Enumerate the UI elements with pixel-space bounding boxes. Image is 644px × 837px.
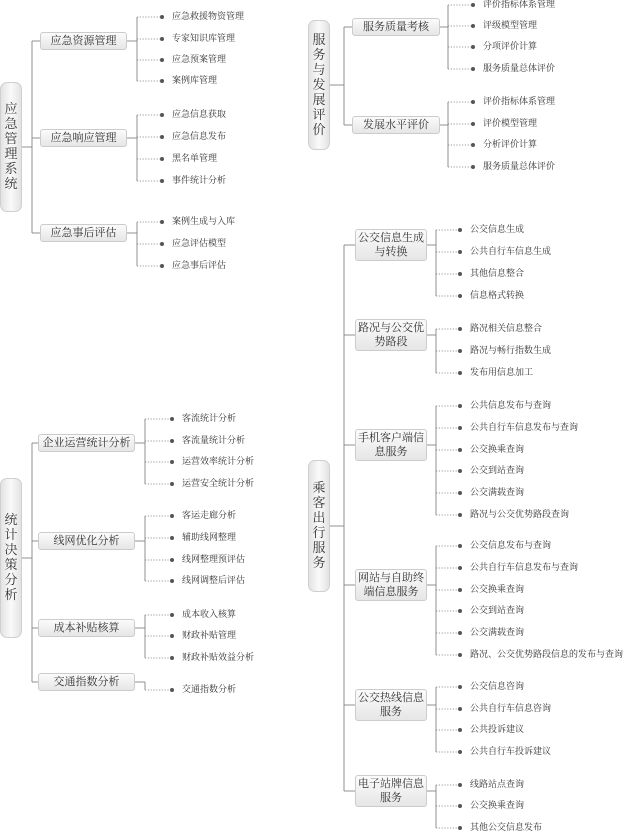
leaf-bullet: [471, 122, 475, 126]
leaf-label: 公交到站查询: [470, 606, 525, 616]
leaf-label: 公共自行车信息生成: [470, 247, 552, 257]
leaf-bullet: [458, 609, 462, 613]
leaf-label: 应急事后评估: [172, 261, 227, 271]
leaf-label: 公共投诉建议: [470, 725, 525, 735]
leaf-label: 财政补贴管理: [182, 631, 237, 641]
leaf-label: 路况与公交优势路段查询: [470, 510, 570, 520]
branch-node: 网站与自助终端信息服务: [355, 569, 427, 601]
leaf-bullet: [458, 228, 462, 232]
branch-node: 电子站牌信息服务: [355, 775, 427, 807]
leaf-bullet: [170, 536, 174, 540]
leaf-label: 线网整理预评估: [182, 555, 246, 565]
leaf-bullet: [170, 634, 174, 638]
leaf-label: 路况与畅行指数生成: [470, 346, 552, 356]
leaf-label: 公共信息发布与查询: [470, 401, 552, 411]
leaf-bullet: [458, 566, 462, 570]
leaf-label: 公共自行车信息咨询: [470, 704, 552, 714]
root-node: [308, 460, 330, 592]
branch-node: 公交信息生成与转换: [355, 229, 427, 261]
leaf-bullet: [458, 728, 462, 732]
leaf-label: 公交信息发布与查询: [470, 541, 552, 551]
leaf-label: 发布用信息加工: [470, 368, 534, 378]
root-node-label: 服务与发展评价: [312, 32, 326, 138]
leaf-bullet: [458, 491, 462, 495]
branch-node: 服务质量考核: [352, 18, 440, 36]
leaf-bullet: [160, 58, 164, 62]
leaf-bullet: [160, 135, 164, 139]
branch-node: 应急事后评估: [40, 224, 127, 242]
leaf-bullet: [458, 685, 462, 689]
leaf-bullet: [160, 37, 164, 41]
branch-node: 线网优化分析: [38, 532, 135, 550]
leaf-label: 黑名单管理: [172, 154, 218, 164]
leaf-bullet: [471, 143, 475, 147]
leaf-bullet: [458, 349, 462, 353]
leaf-label: 评级模型管理: [483, 21, 538, 31]
leaf-label: 评价模型管理: [483, 119, 538, 129]
leaf-bullet: [458, 783, 462, 787]
leaf-label: 公交换乘查询: [470, 445, 525, 455]
branch-node: 企业运营统计分析: [38, 434, 135, 452]
leaf-bullet: [458, 404, 462, 408]
root-node: [308, 20, 330, 150]
leaf-bullet: [458, 588, 462, 592]
leaf-bullet: [458, 371, 462, 375]
leaf-bullet: [160, 220, 164, 224]
leaf-label: 评价指标体系管理: [483, 97, 556, 107]
leaf-label: 分析评价计算: [483, 140, 538, 150]
branch-node: 公交热线信息服务: [355, 689, 427, 721]
leaf-bullet: [170, 613, 174, 617]
leaf-bullet: [170, 514, 174, 518]
leaf-bullet: [458, 448, 462, 452]
leaf-bullet: [458, 653, 462, 657]
leaf-bullet: [160, 264, 164, 268]
leaf-label: 应急评估模型: [172, 239, 227, 249]
leaf-bullet: [458, 272, 462, 276]
leaf-bullet: [170, 579, 174, 583]
leaf-bullet: [458, 469, 462, 473]
leaf-bullet: [160, 15, 164, 19]
leaf-label: 辅助线网整理: [182, 533, 237, 543]
leaf-bullet: [458, 327, 462, 331]
leaf-bullet: [160, 79, 164, 83]
leaf-bullet: [471, 3, 475, 7]
leaf-label: 客流量统计分析: [182, 436, 246, 446]
root-node: [0, 82, 22, 212]
leaf-bullet: [160, 242, 164, 246]
branch-node: 交通指数分析: [38, 673, 135, 691]
branch-node: 路况与公交优势路段: [355, 319, 427, 351]
leaf-label: 其他公交信息发布: [470, 823, 543, 833]
leaf-label: 客运走廊分析: [182, 511, 237, 521]
leaf-label: 公交到站查询: [470, 466, 525, 476]
leaf-bullet: [458, 294, 462, 298]
leaf-bullet: [170, 460, 174, 464]
leaf-bullet: [170, 558, 174, 562]
leaf-label: 公交满载查询: [470, 488, 525, 498]
branch-node: 手机客户端信息服务: [355, 429, 427, 461]
leaf-bullet: [471, 100, 475, 104]
leaf-label: 线网调整后评估: [182, 576, 246, 586]
leaf-bullet: [170, 482, 174, 486]
leaf-label: 路况相关信息整合: [470, 324, 543, 334]
leaf-label: 服务质量总体评价: [483, 162, 556, 172]
leaf-label: 事件统计分析: [172, 176, 227, 186]
root-node-label: 应急管理系统: [4, 102, 18, 192]
branch-node: 发展水平评价: [352, 116, 440, 134]
leaf-bullet: [160, 157, 164, 161]
leaf-bullet: [160, 179, 164, 183]
leaf-label: 线路站点查询: [470, 780, 525, 790]
leaf-label: 应急救援物资管理: [172, 12, 245, 22]
leaf-label: 客流统计分析: [182, 414, 237, 424]
leaf-bullet: [170, 439, 174, 443]
leaf-bullet: [170, 417, 174, 421]
leaf-label: 应急预案管理: [172, 55, 227, 65]
leaf-label: 公交换乘查询: [470, 801, 525, 811]
leaf-label: 其他信息整合: [470, 269, 525, 279]
leaf-label: 运营效率统计分析: [182, 457, 255, 467]
branch-node: 应急响应管理: [40, 129, 127, 147]
leaf-label: 公交信息生成: [470, 225, 525, 235]
leaf-label: 评价指标体系管理: [483, 0, 556, 10]
leaf-label: 公共自行车信息发布与查询: [470, 423, 579, 433]
root-node-label: 乘客出行服务: [312, 481, 326, 571]
leaf-label: 公共自行车投诉建议: [470, 747, 552, 757]
leaf-label: 路况、公交优势路段信息的发布与查询: [470, 650, 624, 660]
leaf-label: 公共自行车信息发布与查询: [470, 563, 579, 573]
leaf-bullet: [458, 826, 462, 830]
leaf-bullet: [471, 67, 475, 71]
leaf-label: 应急信息获取: [172, 110, 227, 120]
root-node: [0, 478, 22, 638]
leaf-bullet: [458, 631, 462, 635]
branch-node: 应急资源管理: [40, 32, 127, 50]
leaf-label: 信息格式转换: [470, 291, 525, 301]
root-node-label: 统计决策分析: [4, 513, 18, 603]
leaf-label: 公交换乘查询: [470, 585, 525, 595]
leaf-label: 公交信息咨询: [470, 682, 525, 692]
leaf-label: 应急信息发布: [172, 132, 227, 142]
leaf-label: 运营安全统计分析: [182, 479, 255, 489]
branch-node: 成本补贴核算: [38, 619, 135, 637]
leaf-label: 财政补贴效益分析: [182, 653, 255, 663]
leaf-bullet: [170, 656, 174, 660]
leaf-label: 交通指数分析: [182, 685, 237, 695]
leaf-bullet: [160, 113, 164, 117]
leaf-bullet: [458, 707, 462, 711]
leaf-label: 案例生成与入库: [172, 217, 236, 227]
leaf-label: 案例库管理: [172, 76, 218, 86]
leaf-label: 成本收入核算: [182, 610, 237, 620]
leaf-bullet: [471, 165, 475, 169]
leaf-bullet: [471, 45, 475, 49]
leaf-label: 专家知识库管理: [172, 34, 236, 44]
leaf-bullet: [170, 688, 174, 692]
leaf-bullet: [458, 750, 462, 754]
leaf-bullet: [458, 513, 462, 517]
leaf-bullet: [471, 24, 475, 28]
leaf-bullet: [458, 250, 462, 254]
leaf-bullet: [458, 804, 462, 808]
leaf-label: 公交满载查询: [470, 628, 525, 638]
leaf-label: 服务质量总体评价: [483, 64, 556, 74]
leaf-label: 分项评价计算: [483, 42, 538, 52]
leaf-bullet: [458, 426, 462, 430]
leaf-bullet: [458, 544, 462, 548]
